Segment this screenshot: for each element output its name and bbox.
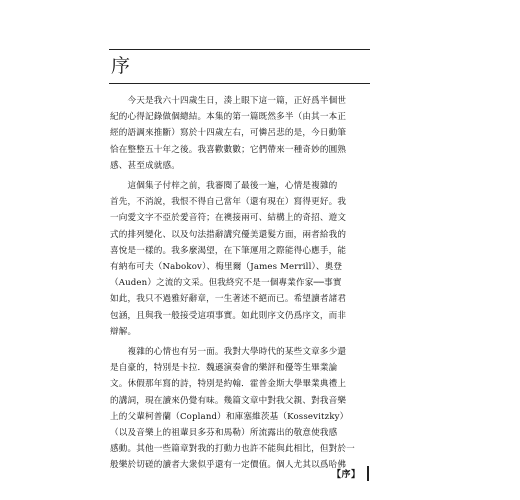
paragraph [110, 93, 370, 174]
text-line: 一向愛文字不亞於愛音符；在襖接兩可、結構上的奇招、遊文 [110, 213, 347, 224]
running-footer-label: 【序】 [332, 469, 361, 480]
paragraph [110, 344, 370, 474]
top-rule [109, 49, 370, 50]
text-line: 首先，不消說，我恨不得自己當年（還有現在）寫得更好。我 [110, 197, 347, 208]
text-line: 今天是我六十四歲生日，湊上眼下這一篇，正好爲半個世 [110, 96, 347, 106]
text-line: 喜悅是一樣的。我多麼渴望，在下筆運用之際能得心應手，能 [110, 245, 347, 256]
chapter-heading: 序 [111, 55, 131, 77]
text-line: （以及音樂上的祖輩貝多芬和馬勒）所流露出的敬意使我感 [110, 428, 338, 439]
text-line: 經的語調來推斷）寫於十四歲左右，可憐呂悲的是，今日動筆 [110, 128, 347, 139]
text-line: 複雜的心情也有另一面。我對大學時代的某些文章多少還 [110, 347, 347, 358]
text-line: 上的父輩柯普蘭（Copland）和庫塞維茨基（Kossevitzky） [110, 411, 349, 422]
text-line: 紀的心得記錄做個總結。本集的第一篇既然多半（由其一本正 [110, 112, 347, 123]
paragraph [110, 178, 370, 340]
text-line: 包涵，且與我一般接受這項事實。如此則序文仍爲序文，而非 [110, 310, 347, 321]
text-line: 恰在整整五十年之後。我喜歡數數；它們帶來一種奇妙的圓熟 [110, 144, 347, 155]
text-line: 這個集子付梓之前，我審閱了最後一遍，心情是複雜的 [110, 181, 338, 192]
footer-bar [367, 466, 369, 481]
text-line: 如此，我只不過雅好辭章，一生著述不絕而已。希望讀者諸君 [110, 294, 347, 305]
text-line: （Auden）之流的文采。但我終究不是一個專業作家──事實 [110, 278, 342, 289]
text-line: 辯解。 [110, 326, 137, 337]
text-line: 感、甚至成就感。 [110, 160, 180, 171]
text-line: 感動。其他一些篇章對我的打動力也許不能與此相比，但對於一 [110, 444, 355, 455]
page-footer [332, 465, 369, 481]
text-line: 有納布可夫（Nabokov）、梅里爾（James Merrill）、奧登 [110, 262, 343, 273]
text-line: 文。休假那年寫的詩，特別是約翰．霍普金斯大學畢業典禮上 [110, 379, 347, 390]
body-text [110, 93, 370, 478]
text-line: 的講詞，現在讀來仍覺有味。幾篇文章中對我父親、對我音樂 [110, 395, 347, 406]
heading-rule [109, 83, 370, 84]
text-line: 是自豪的，特別是卡拉．魏遜演奏會的樂評和優等生畢業論 [110, 363, 338, 374]
text-line: 般樂於切磋的讀者大衆似乎還有一定價值。個人尤其以爲哈佛 [110, 460, 347, 471]
text-line: 式的排列變化、以及句法措辭講究優美還髮方面，兩者給我的 [110, 229, 347, 240]
